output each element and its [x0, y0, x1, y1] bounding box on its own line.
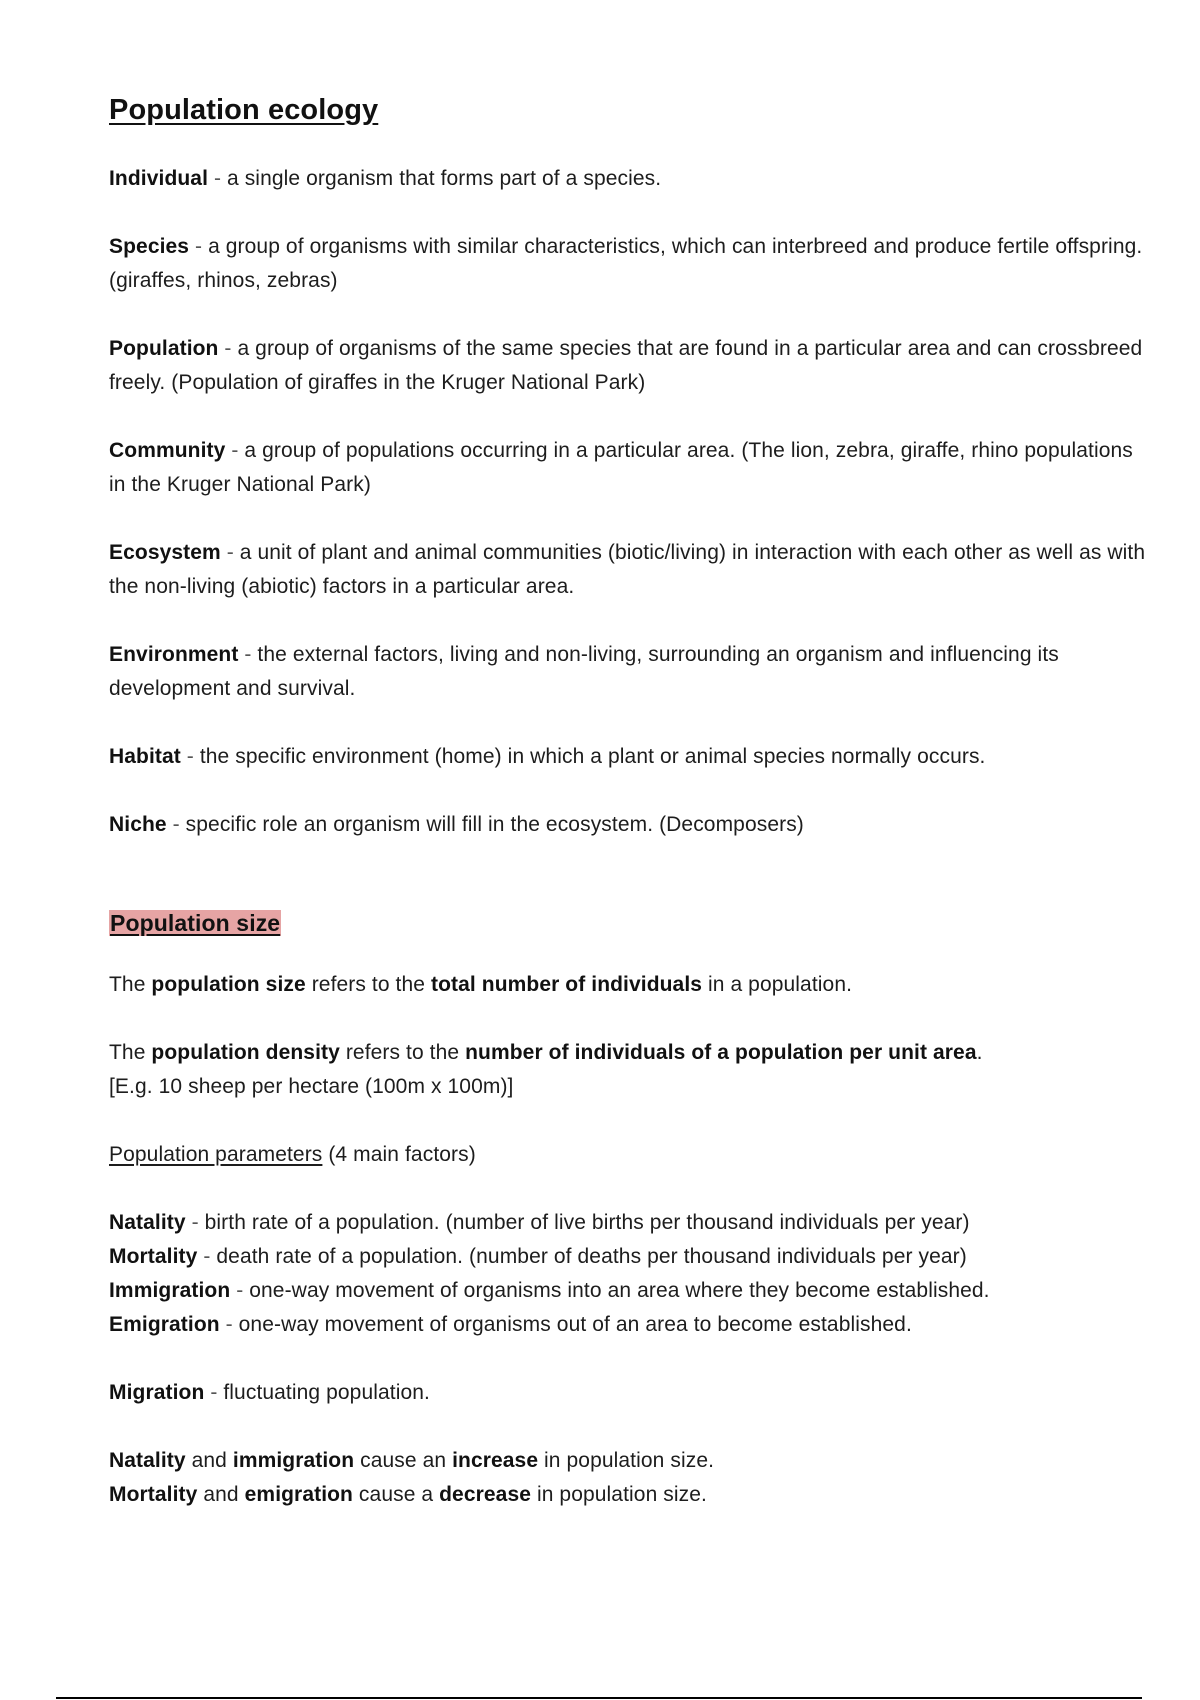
- separator: -: [204, 1381, 224, 1404]
- density-example: [E.g. 10 sheep per hectare (100m x 100m)]: [109, 1075, 514, 1098]
- text-run: cause a: [353, 1483, 440, 1506]
- bold-run: emigration: [244, 1483, 353, 1506]
- definition-text: the specific environment (home) in which a plant or animal species normally occurs.: [199, 745, 986, 768]
- factor-term: Mortality: [109, 1245, 198, 1268]
- population-factors-list: [109, 1206, 1149, 1342]
- definition-term: Environment: [109, 643, 239, 666]
- definition-environment: [109, 638, 1149, 706]
- factor-natality: [109, 1206, 1149, 1240]
- definition-text: a group of populations occurring in a particular area. (The lion, zebra, giraffe, rhino populations in the Kruger National Park): [109, 439, 1133, 496]
- section-heading-population-size: [109, 906, 1149, 940]
- page-bottom-rule: [56, 1697, 1142, 1699]
- parameters-suffix: (4 main factors): [322, 1143, 476, 1166]
- population-size-sentence: [109, 968, 1149, 1002]
- definition-species: [109, 230, 1149, 298]
- migration-text: fluctuating population.: [223, 1381, 430, 1404]
- text-run: and: [197, 1483, 245, 1506]
- text-run: refers to the: [339, 1041, 466, 1064]
- parameters-label: Population parameters: [109, 1143, 323, 1166]
- definition-text: a unit of plant and animal communities (biotic/living) in interaction with each other as well as with the non-living (abiotic) factors in a particular area.: [109, 541, 1146, 598]
- factor-immigration: [109, 1274, 1149, 1308]
- text-run: cause an: [354, 1449, 453, 1472]
- factor-text: birth rate of a population. (number of live births per thousand individuals per year): [204, 1211, 970, 1234]
- population-parameters-line: [109, 1138, 1149, 1172]
- population-density-block: [109, 1036, 1149, 1104]
- factor-mortality: [109, 1240, 1149, 1274]
- text-run: in population size.: [531, 1483, 707, 1506]
- bold-run: population density: [151, 1041, 340, 1064]
- factor-emigration: [109, 1308, 1149, 1342]
- separator: -: [238, 643, 258, 666]
- separator: -: [219, 1313, 239, 1336]
- bold-run: increase: [452, 1449, 539, 1472]
- migration-term: Migration: [109, 1381, 205, 1404]
- text-run: in population size.: [538, 1449, 715, 1472]
- factor-text: one-way movement of organisms out of an area to become established.: [238, 1313, 912, 1336]
- separator: -: [230, 1279, 250, 1302]
- definition-term: Community: [109, 439, 226, 462]
- decrease-sentence: [109, 1478, 1149, 1512]
- definition-term: Habitat: [109, 745, 181, 768]
- factor-text: death rate of a population. (number of deaths per thousand individuals per year): [216, 1245, 967, 1268]
- separator: -: [166, 813, 186, 836]
- factor-text: one-way movement of organisms into an area where they become established.: [249, 1279, 990, 1302]
- text-run: .: [976, 1041, 983, 1064]
- definition-text: a group of organisms of the same species that are found in a particular area and can crossbreed freely. (Population of giraffes in the Kruger National Park): [109, 337, 1143, 394]
- definition-individual: [109, 162, 1149, 196]
- separator: -: [218, 337, 238, 360]
- definition-ecosystem: [109, 536, 1149, 604]
- text-run: in a population.: [702, 973, 853, 996]
- bold-run: immigration: [232, 1449, 355, 1472]
- definition-community: [109, 434, 1149, 502]
- definition-text: a single organism that forms part of a species.: [226, 167, 662, 190]
- increase-sentence: [109, 1444, 1149, 1478]
- definition-term: Species: [109, 235, 190, 258]
- page-title: Population ecology: [109, 94, 379, 126]
- document-page: [109, 88, 1149, 1546]
- bold-run: population size: [151, 973, 306, 996]
- definition-term: Niche: [109, 813, 167, 836]
- bold-run: number of individuals of a population per unit area: [465, 1041, 977, 1064]
- definition-text: the external factors, living and non-living, surrounding an organism and influencing its development and survival.: [109, 643, 1059, 700]
- separator: -: [197, 1245, 217, 1268]
- text-run: The: [109, 1041, 152, 1064]
- bold-run: Mortality: [109, 1483, 198, 1506]
- definition-term: Population: [109, 337, 219, 360]
- factor-term: Emigration: [109, 1313, 220, 1336]
- separator: -: [220, 541, 240, 564]
- increase-decrease-block: [109, 1444, 1149, 1512]
- definition-term: Individual: [109, 167, 209, 190]
- separator: -: [225, 439, 245, 462]
- definition-habitat: [109, 740, 1149, 774]
- highlighted-heading-text: Population size: [110, 910, 281, 936]
- bold-run: Natality: [109, 1449, 186, 1472]
- bold-run: decrease: [439, 1483, 532, 1506]
- definition-term: Ecosystem: [109, 541, 221, 564]
- text-run: and: [185, 1449, 233, 1472]
- bold-run: total number of individuals: [431, 973, 703, 996]
- definition-text: specific role an organism will fill in the ecosystem. (Decomposers): [185, 813, 804, 836]
- separator: -: [185, 1211, 205, 1234]
- text-run: refers to the: [305, 973, 431, 996]
- separator: -: [180, 745, 200, 768]
- migration-definition: [109, 1376, 1149, 1410]
- text-run: The: [109, 973, 152, 996]
- definition-niche: [109, 808, 1149, 842]
- factor-term: Natality: [109, 1211, 186, 1234]
- factor-term: Immigration: [109, 1279, 231, 1302]
- separator: -: [189, 235, 209, 258]
- definition-population: [109, 332, 1149, 400]
- definition-text: a group of organisms with similar characteristics, which can interbreed and produce fertile offspring. (giraffes, rhinos, zebras): [109, 235, 1143, 292]
- separator: -: [208, 167, 227, 190]
- population-density-sentence: [109, 1036, 1149, 1070]
